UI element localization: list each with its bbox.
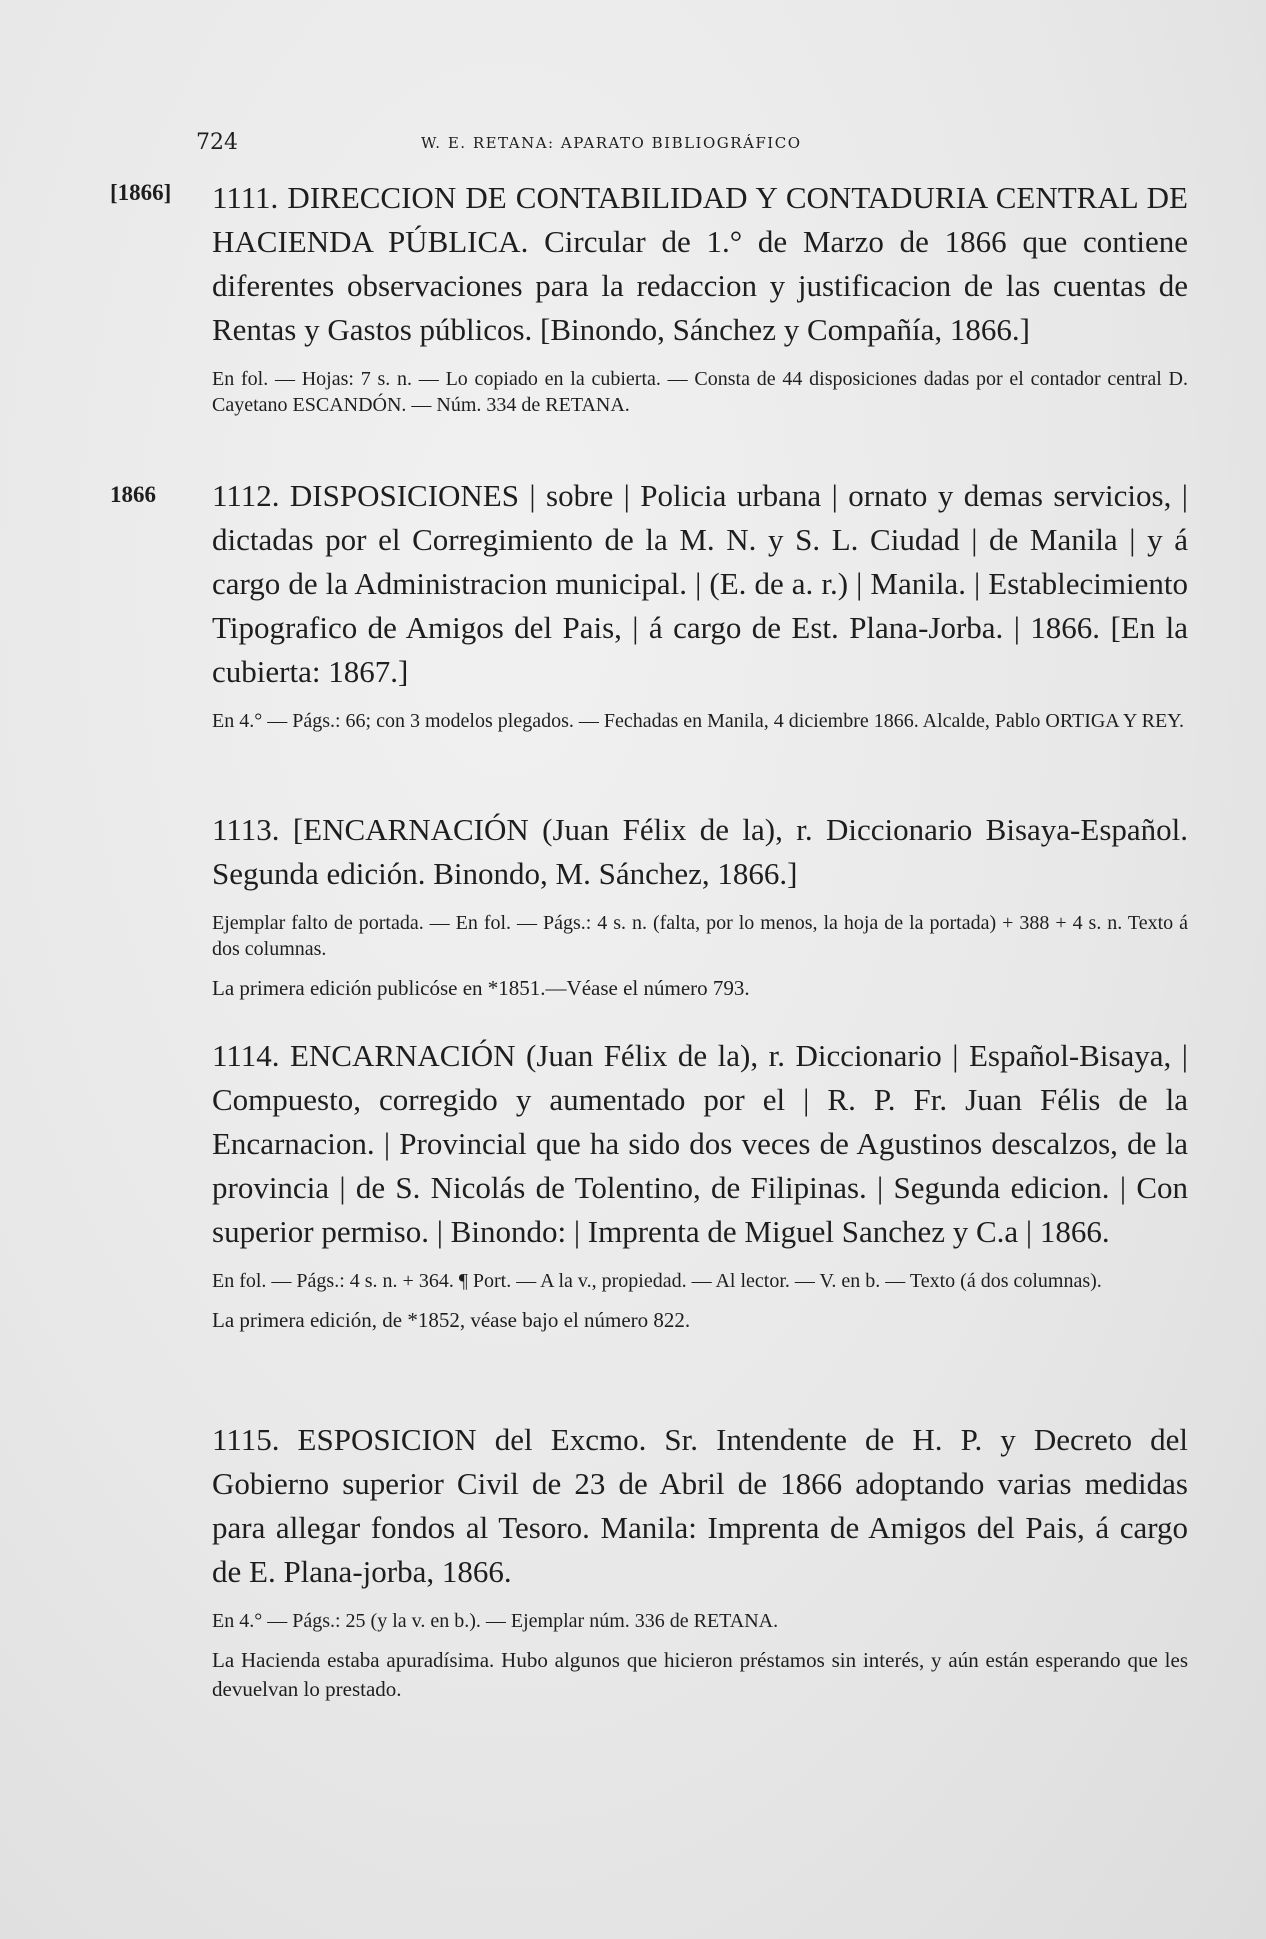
- entry-1115-extra: La Hacienda estaba apuradísima. Hubo algunos que hicieron préstamos sin interés, y aún están esperando que les devuelvan lo prestado.: [212, 1648, 1188, 1701]
- entry-year-1111: [1866]: [110, 180, 172, 205]
- entry-1111-note: En fol. — Hojas: 7 s. n. — Lo copiado en la cubierta. — Consta de 44 disposiciones dadas por el contador central D. Cayetano ESCANDÓN. — Núm. 334 de RETANA.: [212, 368, 1188, 416]
- entry-1115: [178, 1418, 1188, 1704]
- entry-1115-note: En 4.° — Págs.: 25 (y la v. en b.). — Ejemplar núm. 336 de RETANA.: [212, 1610, 779, 1632]
- entry-1113: [178, 808, 1188, 1003]
- entry-1112: [178, 474, 1188, 734]
- entry-1113-extra: La primera edición publicóse en *1851.—Véase el número 793.: [212, 976, 750, 1000]
- entry-year-1112: 1866: [110, 482, 156, 507]
- entry-1114-extra: La primera edición, de *1852, véase bajo el número 822.: [212, 1308, 691, 1332]
- entry-1111-text: 1111. DIRECCION DE CONTABILIDAD Y CONTADURIA CENTRAL DE HACIENDA PÚBLICA. Circular de 1.° de Marzo de 1866 que contiene diferentes observaciones para la redaccion y justificacion de las cuentas de Rentas y Gastos públicos. [Binondo, Sánchez y Compañía, 1866.]: [212, 180, 1188, 347]
- page-header: [196, 130, 1076, 170]
- entry-1113-text: 1113. [ENCARNACIÓN (Juan Félix de la), r. Diccionario Bisaya-Español. Segunda edición. Binondo, M. Sánchez, 1866.]: [212, 812, 1188, 891]
- entry-1114: [178, 1034, 1188, 1335]
- page-number: 724: [196, 130, 238, 155]
- entry-1112-note: En 4.° — Págs.: 66; con 3 modelos plegados. — Fechadas en Manila, 4 diciembre 1866. Alcalde, Pablo ORTIGA Y REY.: [212, 710, 1185, 732]
- entry-1114-text: 1114. ENCARNACIÓN (Juan Félix de la), r. Diccionario | Español-Bisaya, | Compuesto, corregido y aumentado por el | R. P. Fr. Juan Félis de la Encarnacion. | Provincial que ha sido dos veces de Agustinos descalzos, de la provincia | de S. Nicolás de Tolentino, de Filipinas. | Segunda edicion. | Con superior permiso. | Binondo: | Imprenta de Miguel Sanchez y C.a | 1866.: [212, 1038, 1188, 1249]
- running-head: W. E. RETANA: APARATO BIBLIOGRÁFICO: [421, 134, 802, 152]
- entry-1112-text: 1112. DISPOSICIONES | sobre | Policia urbana | ornato y demas servicios, | dictadas por el Corregimiento de la M. N. y S. L. Ciudad | de Manila | y á cargo de la Administracion municipal. | (E. de a. r.) | Manila. | Establecimiento Tipografico de Amigos del Pais, | á cargo de Est. Plana-Jorba. | 1866. [En la cubierta: 1867.]: [212, 478, 1188, 689]
- entry-1114-note: En fol. — Págs.: 4 s. n. + 364. ¶ Port. — A la v., propiedad. — Al lector. — V. en b. — Texto (á dos columnas).: [212, 1270, 1102, 1292]
- entry-1111: [178, 176, 1188, 418]
- entry-1115-text: 1115. ESPOSICION del Excmo. Sr. Intendente de H. P. y Decreto del Gobierno superior Civil de 23 de Abril de 1866 adoptando varias medidas para allegar fondos al Tesoro. Manila: Imprenta de Amigos del Pais, á cargo de E. Plana-jorba, 1866.: [212, 1422, 1188, 1589]
- entry-1113-note: Ejemplar falto de portada. — En fol. — Págs.: 4 s. n. (falta, por lo menos, la hoja de la portada) + 388 + 4 s. n. Texto á dos columnas.: [212, 912, 1188, 960]
